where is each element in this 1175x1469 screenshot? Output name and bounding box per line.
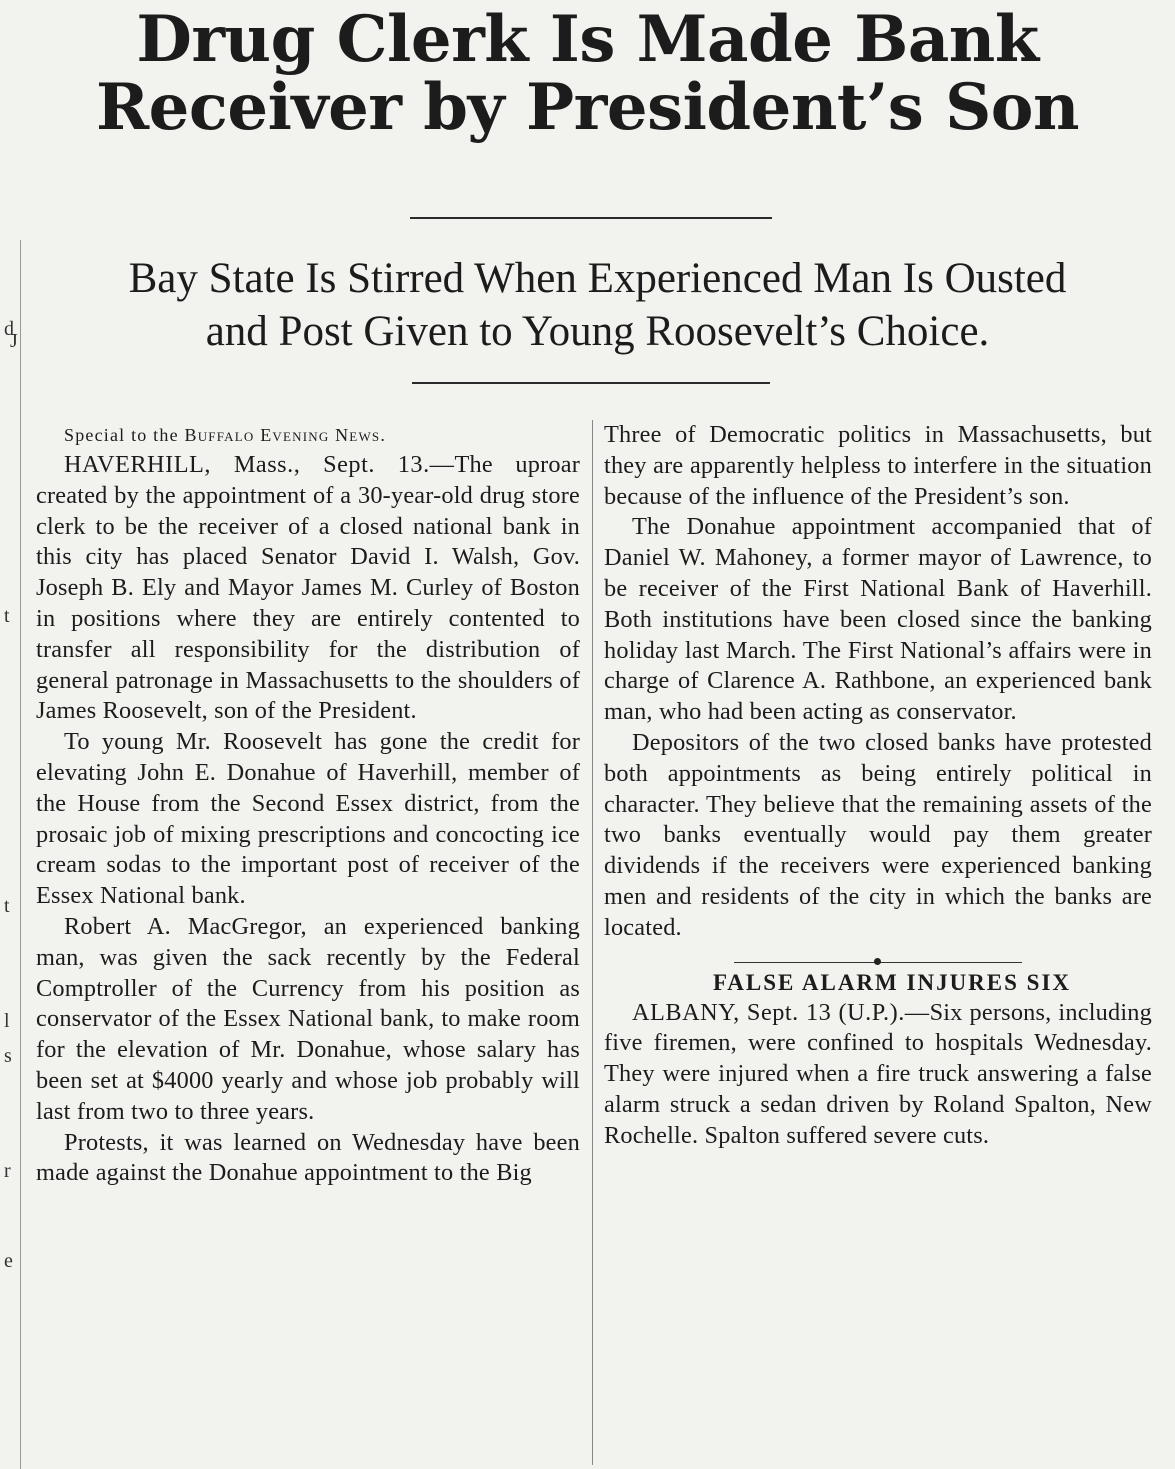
brief-title: FALSE ALARM INJURES SIX: [712, 969, 1072, 995]
page-edge-line: [20, 240, 21, 1469]
credit-prefix: Special to the: [64, 425, 185, 445]
article-paragraph: The Donahue appointment accompanied that of Daniel W. Mahoney, a former mayor of Lawrence, to be receiver of the First National Bank of Haverhill. Both institutions have been closed since the banking holiday last March. The First National’s affairs were in charge of Clarence A. Rathbone, an experienced bank man, who had been acting as conservator.: [604, 513, 1152, 726]
article-column-left: [36, 420, 580, 1189]
brief-dateline: ALBANY, Sept. 13 (U.P.).—: [632, 998, 930, 1026]
article-paragraph: Protests, it was learned on Wednesday have been made against the Donahue appointment to the Big: [36, 1128, 580, 1187]
brief-body: Six persons, including five firemen, were confined to hospitals Wednesday. They were injured when a fire truck answering a false alarm struck a sedan driven by Roland Spalton, New Rochelle. Spalton suffered severe cuts.: [604, 998, 1152, 1149]
article-column-right: [604, 420, 1152, 1152]
article-credit: [36, 420, 580, 450]
headline: [0, 0, 1175, 146]
deck-line-1: Bay State Is Stirred When Experienced Man Is Ousted: [128, 255, 1067, 302]
deck: [20, 252, 1175, 359]
article-paragraph-continued: Three of Democratic politics in Massachusetts, but they are apparently helpless to interfere in the situation because of the influence of the President’s son.: [604, 421, 1152, 510]
dot-divider: [604, 954, 1152, 968]
headline-line-2: Receiver by President’s Son: [95, 70, 1080, 146]
margin-fragment: t: [4, 895, 10, 917]
margin-fragment: s: [4, 1045, 12, 1067]
article-dateline: HAVERHILL, Mass., Sept. 13.—: [64, 451, 455, 478]
margin-fragment: d: [4, 318, 14, 340]
credit-paper: Buffalo Evening News.: [184, 425, 387, 445]
margin-fragment: l: [4, 1010, 10, 1032]
headline-rule: [410, 217, 772, 219]
column-divider: [592, 420, 593, 1465]
article-paragraph: [36, 450, 580, 727]
headline-line-1: Drug Clerk Is Made Bank: [136, 2, 1039, 77]
deck-rule: [412, 382, 770, 384]
margin-fragment: e: [4, 1250, 13, 1272]
margin-fragment: r: [4, 1160, 11, 1182]
brief-paragraph: [604, 998, 1152, 1152]
article-paragraph: Depositors of the two closed banks have protested both appointments as being entirely political in character. They believe that the remaining assets of the two banks eventually would pay them greater dividends if the receivers were experienced banking men and residents of the city in which the banks are located.: [604, 728, 1152, 941]
article-paragraph: Robert A. MacGregor, an experienced banking man, was given the sack recently by the Federal Comptroller of the Currency from his position as conservator of the Essex National bank, to make room for the elevation of Mr. Donahue, whose salary has been set at $4000 yearly and whose job probably will last from two to three years.: [36, 912, 580, 1125]
deck-line-2: and Post Given to Young Roosevelt’s Choice.: [205, 308, 990, 356]
margin-fragment: t: [4, 605, 10, 627]
margin-fragment: J: [10, 330, 18, 352]
article-paragraph: To young Mr. Roosevelt has gone the credit for elevating John E. Donahue of Haverhill, member of the House from the Second Essex district, from the prosaic job of mixing prescriptions and concocting ice cream sodas to the important post of receiver of the Essex National bank.: [36, 728, 580, 910]
article-paragraph-text: The uproar created by the appointment of a 30-year-old drug store clerk to be the receiver of a closed national bank in this city has placed Senator David I. Walsh, Gov. Joseph B. Ely and Mayor James M. Curley of Boston in positions where they are entirely contented to transfer all responsibility for the distribution of general patronage in Massachusetts to the shoulders of James Roosevelt, son of the President.: [36, 451, 580, 725]
